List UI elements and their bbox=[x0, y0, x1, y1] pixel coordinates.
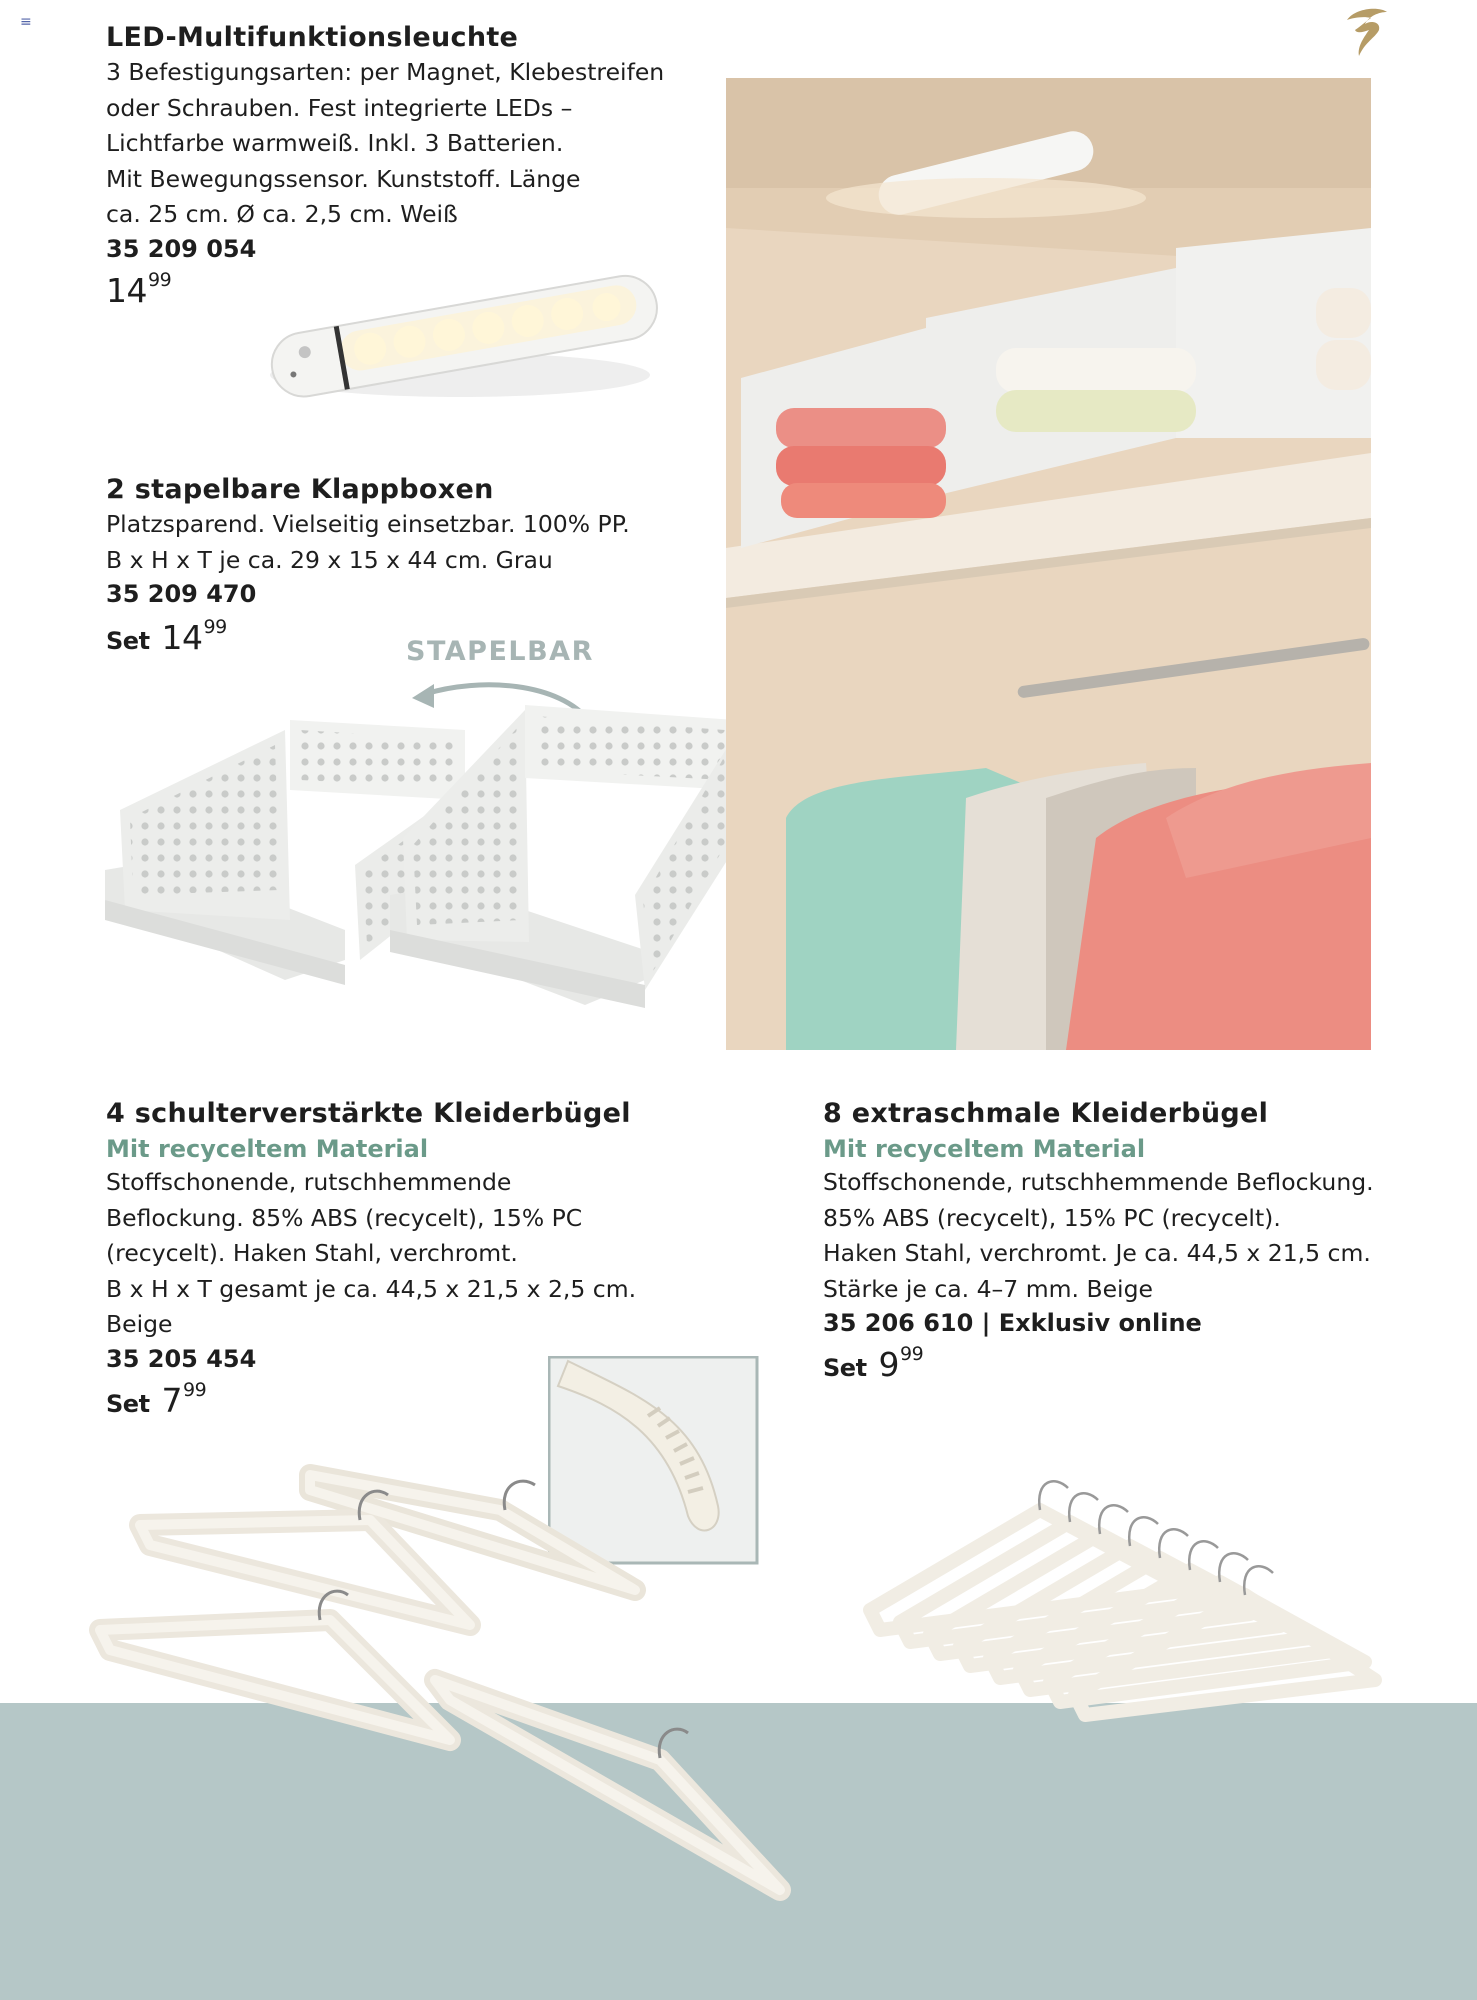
description-line: B x H x T gesamt je ca. 44,5 x 21,5 x 2,5 cm. bbox=[106, 1274, 637, 1303]
boxes-section bbox=[106, 474, 726, 657]
article-number: 35 209 470 bbox=[106, 580, 257, 608]
description-line: Lichtfarbe warmweiß. Inkl. 3 Batterien. bbox=[106, 129, 564, 157]
product-title: 4 schulterverstärkte Kleiderbügel bbox=[106, 1098, 631, 1129]
hangers4-image bbox=[80, 1440, 800, 1920]
hangers8-section bbox=[823, 1098, 1463, 1384]
description-line: 3 Befestigungsarten: per Magnet, Klebestreifen bbox=[106, 58, 665, 86]
product-description bbox=[106, 507, 726, 578]
product-description bbox=[106, 1165, 746, 1343]
description-line: Stoffschonende, rutschhemmende Beflockung. bbox=[823, 1168, 1374, 1196]
description-line: oder Schrauben. Fest integrierte LEDs – bbox=[106, 93, 573, 122]
article-number: 35 206 610 | Exklusiv online bbox=[823, 1309, 1202, 1337]
set-label: Set bbox=[823, 1354, 867, 1382]
wardrobe-photo bbox=[726, 78, 1371, 1050]
price-cents: 99 bbox=[148, 268, 172, 291]
set-label: Set bbox=[106, 1389, 150, 1418]
description-line: ca. 25 cm. Ø ca. 2,5 cm. Weiß bbox=[106, 200, 458, 228]
description-line: Stoffschonende, rutschhemmende bbox=[106, 1168, 512, 1196]
article-number: 35 205 454 bbox=[106, 1344, 257, 1373]
product-description bbox=[823, 1165, 1463, 1307]
price-cents: 99 bbox=[203, 616, 227, 638]
description-line: Mit Bewegungssensor. Kunststoff. Länge bbox=[106, 164, 581, 193]
description-line: Beflockung. 85% ABS (recycelt), 15% PC bbox=[106, 1203, 583, 1232]
product-subtitle: Mit recyceltem Material bbox=[106, 1135, 429, 1163]
menu-icon[interactable]: ≡ bbox=[20, 14, 32, 30]
description-line: Beige bbox=[106, 1310, 173, 1338]
description-line: Haken Stahl, verchromt. Je ca. 44,5 x 21,5 cm. bbox=[823, 1239, 1371, 1267]
article-number: 35 209 054 bbox=[106, 234, 257, 263]
hangers8-image bbox=[860, 1390, 1390, 1770]
description-line: Stärke je ca. 4–7 mm. Beige bbox=[823, 1274, 1153, 1303]
product-title: 2 stapelbare Klappboxen bbox=[106, 474, 494, 505]
led-light-image bbox=[260, 265, 670, 415]
boxes-image bbox=[105, 690, 755, 1020]
price-main: 7 bbox=[161, 1380, 183, 1420]
set-label: Set bbox=[106, 627, 150, 655]
product-title: LED-Multifunktionsleuchte bbox=[106, 22, 519, 53]
price-cents: 99 bbox=[183, 1378, 207, 1401]
tchibo-logo bbox=[1335, 2, 1395, 62]
price-main: 14 bbox=[161, 618, 203, 657]
description-line: 85% ABS (recycelt), 15% PC (recycelt). bbox=[823, 1203, 1281, 1232]
product-description bbox=[106, 55, 726, 233]
description-line: Platzsparend. Vielseitig einsetzbar. 100% PP. bbox=[106, 510, 630, 538]
stapelbar-label: STAPELBAR bbox=[406, 636, 594, 667]
price bbox=[823, 1345, 1463, 1384]
price-cents: 99 bbox=[900, 1343, 924, 1365]
description-line: B x H x T je ca. 29 x 15 x 44 cm. Grau bbox=[106, 545, 553, 574]
price-main: 14 bbox=[106, 270, 147, 310]
price-main: 9 bbox=[878, 1345, 900, 1384]
product-subtitle: Mit recyceltem Material bbox=[823, 1135, 1146, 1163]
product-title: 8 extraschmale Kleiderbügel bbox=[823, 1098, 1269, 1129]
description-line: (recycelt). Haken Stahl, verchromt. bbox=[106, 1239, 518, 1267]
